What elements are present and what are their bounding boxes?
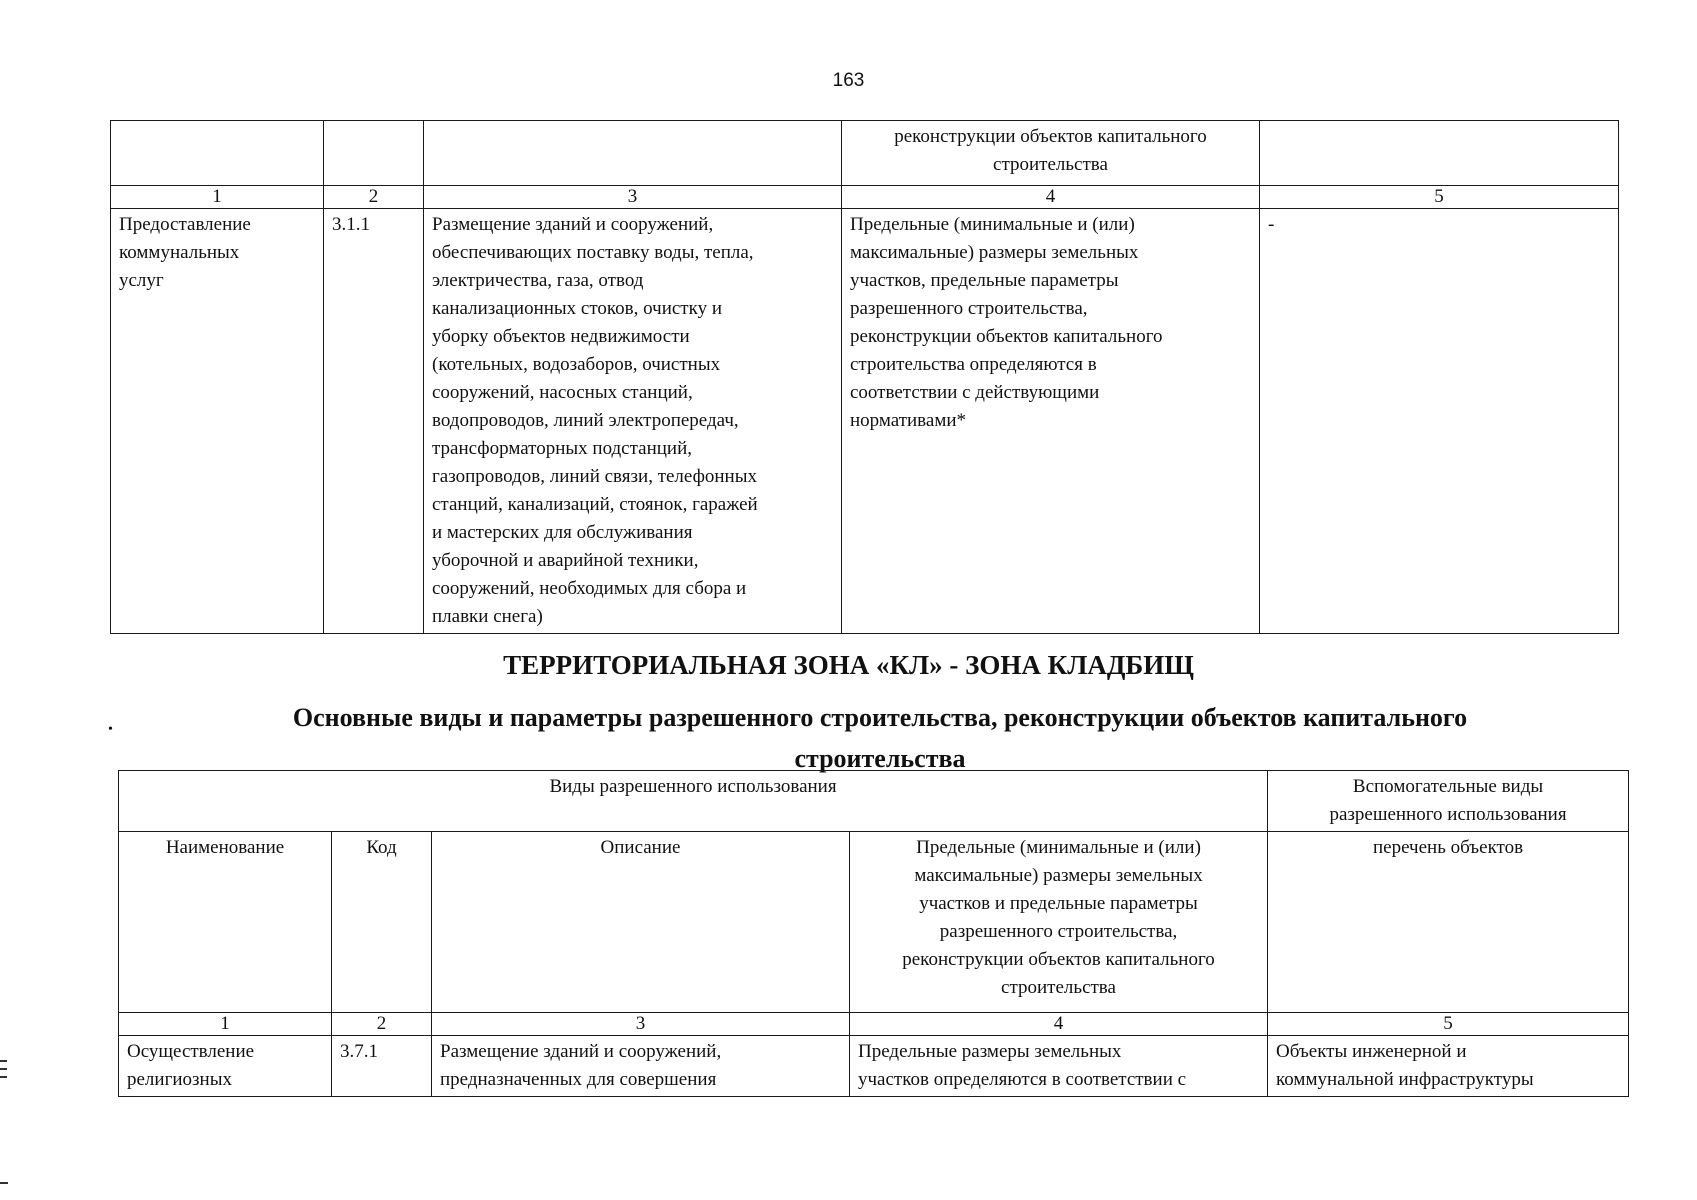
column-number: 4: [850, 1013, 1268, 1036]
column-number-row: [119, 1013, 1629, 1036]
zone-table: [118, 770, 1629, 1097]
table-cell: [324, 121, 424, 186]
scan-edge-marks: [0, 1060, 8, 1084]
use-parameters-cell: Предельные (минимальные и (или) максимальные) размеры земельных участков, предельные параметры разрешенного строительства, реконструкции объектов капитального строительства определяются в соответствии с действующими нормативами*: [842, 209, 1260, 634]
column-number-row: [111, 186, 1619, 209]
table-cell: [1260, 121, 1619, 186]
margin-dot: •: [108, 722, 113, 737]
column-number: 5: [1260, 186, 1619, 209]
table-row: [119, 1036, 1629, 1097]
table-row: [111, 121, 1619, 186]
table-cell: [424, 121, 842, 186]
use-description-cell: Размещение зданий и сооружений, обеспечивающих поставку воды, тепла, электричества, газа, отвод канализационных стоков, очистку и уборку объектов недвижимости (котельных, водозаборов, очистных сооружений, насосных станций, водопроводов, линий электропередач, трансформаторных подстанций, газопроводов, линий связи, телефонных станций, канализаций, стоянок, гаражей и мастерских для обслуживания уборочной и аварийной техники, сооружений, необходимых для сбора и плавки снега): [424, 209, 842, 634]
table-row: [111, 209, 1619, 634]
page-number: 163: [832, 70, 865, 91]
column-number: 3: [432, 1013, 850, 1036]
column-number: 5: [1268, 1013, 1629, 1036]
column-number: 3: [424, 186, 842, 209]
table-cell: [111, 121, 324, 186]
col-header-name: Наименование: [119, 832, 332, 1013]
column-number: 1: [111, 186, 324, 209]
column-number: 2: [324, 186, 424, 209]
col-header-description: Описание: [432, 832, 850, 1013]
permitted-uses-header: Виды разрешенного использования: [119, 771, 1268, 832]
use-description-cell: Размещение зданий и сооружений, предназначенных для совершения: [432, 1036, 850, 1097]
continued-table: [110, 120, 1619, 634]
col-header-parameters: Предельные (минимальные и (или) максимальные) размеры земельных участков и предельные параметры разрешенного строительства, реконструкции объектов капитального строительства: [850, 832, 1268, 1013]
use-code-cell: 3.7.1: [332, 1036, 432, 1097]
scan-edge-tick: [0, 1182, 8, 1184]
column-number: 2: [332, 1013, 432, 1036]
section-subtitle: Основные виды и параметры разрешенного строительства, реконструкции объектов капитального строительства: [292, 703, 1468, 773]
table-cell: реконструкции объектов капитального строительства: [842, 121, 1260, 186]
use-code-cell: 3.1.1: [324, 209, 424, 634]
table-header-row: [119, 771, 1629, 832]
table-header-row: [119, 832, 1629, 1013]
use-name-cell: Осуществление религиозных: [119, 1036, 332, 1097]
use-name-cell: Предоставление коммунальных услуг: [111, 209, 324, 634]
column-number: 1: [119, 1013, 332, 1036]
col-header-objects: перечень объектов: [1268, 832, 1629, 1013]
column-number: 4: [842, 186, 1260, 209]
auxiliary-use-cell: -: [1260, 209, 1619, 634]
zone-title: ТЕРРИТОРИАЛЬНАЯ ЗОНА «КЛ» - ЗОНА КЛАДБИЩ: [503, 650, 1194, 680]
auxiliary-uses-header: Вспомогательные виды разрешенного использования: [1268, 771, 1629, 832]
auxiliary-use-cell: Объекты инженерной и коммунальной инфраструктуры: [1268, 1036, 1629, 1097]
use-parameters-cell: Предельные размеры земельных участков определяются в соответствии с: [850, 1036, 1268, 1097]
col-header-code: Код: [332, 832, 432, 1013]
